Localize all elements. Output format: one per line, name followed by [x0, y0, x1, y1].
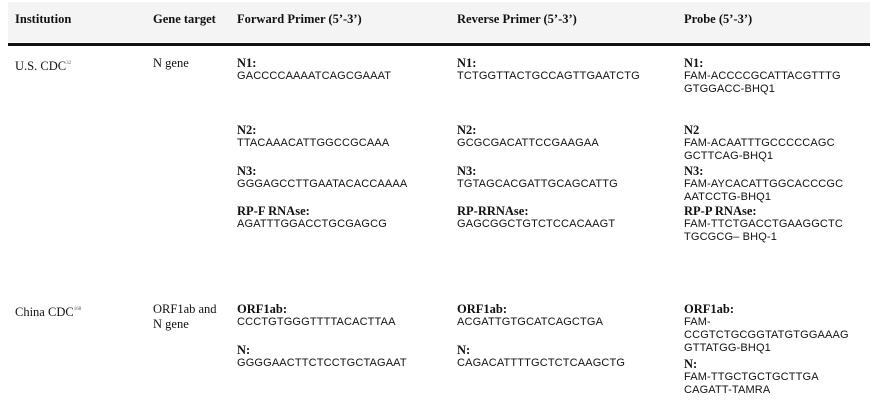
gene-target-line: ORF1ab and — [153, 302, 217, 316]
primer-label: ORF1ab: — [237, 302, 287, 316]
header-rule — [8, 43, 870, 46]
primer-sequence: CCCTGTGGGTTTTACACTTAA — [237, 316, 396, 328]
header-probe: Probe (5’-3’) — [684, 12, 753, 26]
probe-sequence-line: FAM-TTGCTGCTGCTTGA — [684, 371, 819, 383]
probe-label: N1: — [684, 56, 704, 70]
institution-cell — [15, 56, 71, 74]
forward-primer-entry — [237, 302, 396, 329]
probe-sequence-line: FAM-ACAATTTGCCCCCAGC — [684, 137, 835, 149]
forward-primer-entry — [237, 56, 391, 83]
gene-target-line: N gene — [153, 317, 189, 331]
probe-label: N: — [684, 357, 698, 371]
primer-label: RP-RRNAse: — [457, 204, 529, 218]
primer-label: N: — [457, 343, 471, 357]
primer-sequence: TGTAGCACGATTGCAGCATTG — [457, 178, 618, 190]
primer-sequence: GACCCCAAAATCAGCGAAAT — [237, 70, 392, 82]
forward-primer-entry — [237, 204, 387, 231]
primer-sequence: AGATTTGGACCTGCGAGCG — [237, 218, 387, 230]
reverse-primer-entry — [457, 56, 640, 83]
probe-entry — [684, 302, 849, 355]
probe-sequence-line: GTTATGG-BHQ1 — [684, 342, 771, 354]
probe-label: N2 — [684, 123, 700, 137]
probe-sequence-line: GTGGACC-BHQ1 — [684, 83, 776, 95]
primer-sequence: CAGACATTTTGCTCTCAAGCTG — [457, 357, 626, 369]
probe-label: ORF1ab: — [684, 302, 734, 316]
primer-label: N1: — [237, 56, 257, 70]
probe-label: N3: — [684, 164, 704, 178]
primer-sequence: GGGGAACTTCTCCTGCTAGAAT — [237, 357, 407, 369]
primer-label: RP-F RNAse: — [237, 204, 310, 218]
reverse-primer-entry — [457, 123, 599, 150]
institution-name: U.S. CDC — [15, 59, 67, 73]
reference-marker: 168 — [73, 307, 82, 312]
primer-label: N1: — [457, 56, 477, 70]
gene-target-line: N gene — [153, 56, 189, 70]
probe-sequence-line: CAGATT-TAMRA — [684, 384, 771, 396]
forward-primer-entry — [237, 123, 389, 150]
header-forward-primer: Forward Primer (5’-3’) — [237, 12, 362, 26]
header-gene-target: Gene target — [153, 12, 216, 26]
primer-sequence: GGGAGCCTTGAATACACCAAAA — [237, 178, 408, 190]
probe-label: RP-P RNAse: — [684, 204, 757, 218]
reference-marker: 32 — [66, 61, 72, 66]
probe-entry — [684, 123, 835, 163]
probe-sequence-line: CCGTCTGCGGTATGTGGAAAG — [684, 329, 849, 341]
header-reverse-primer: Reverse Primer (5’-3’) — [457, 12, 577, 26]
primer-label: N2: — [237, 123, 257, 137]
probe-sequence-line: AATCCTG-BHQ1 — [684, 191, 772, 203]
header-institution: Institution — [15, 12, 72, 26]
reverse-primer-entry — [457, 204, 615, 231]
institution-name: China CDC — [15, 305, 74, 319]
institution-cell — [15, 302, 81, 320]
primer-sequence: TTACAAACATTGGCCGCAAA — [237, 137, 390, 149]
probe-sequence-line: FAM-ACCCCGCATTACGTTTG — [684, 70, 841, 82]
primer-sequence: GCGCGACATTCCGAAGAA — [457, 137, 599, 149]
gene-target-cell — [153, 302, 217, 332]
primer-label: N3: — [237, 164, 257, 178]
probe-entry — [684, 204, 843, 244]
primer-label: N2: — [457, 123, 477, 137]
primer-label: N: — [237, 343, 251, 357]
primer-label: ORF1ab: — [457, 302, 507, 316]
gene-target-cell — [153, 56, 189, 71]
probe-sequence-line: FAM-AYCACATTGGCACCCGC — [684, 178, 844, 190]
reverse-primer-entry — [457, 302, 603, 329]
probe-entry — [684, 357, 819, 397]
probe-sequence-line: TGCGCG– BHQ-1 — [684, 231, 778, 243]
primer-sequence: ACGATTGTGCATCAGCTGA — [457, 316, 604, 328]
reverse-primer-entry — [457, 343, 625, 370]
primer-sequence: TCTGGTTACTGCCAGTTGAATCTG — [457, 70, 640, 82]
primer-label: N3: — [457, 164, 477, 178]
reverse-primer-entry — [457, 164, 618, 191]
forward-primer-entry — [237, 164, 407, 191]
probe-entry — [684, 164, 843, 204]
primer-sequence: GAGCGGCTGTCTCCACAAGT — [457, 218, 616, 230]
probe-sequence-line: GCTTCAG-BHQ1 — [684, 150, 774, 162]
probe-entry — [684, 56, 841, 96]
probe-sequence-line: FAM-TTCTGACCTGAAGGCTC — [684, 218, 843, 230]
probe-sequence-line: FAM- — [684, 316, 711, 328]
forward-primer-entry — [237, 343, 407, 370]
